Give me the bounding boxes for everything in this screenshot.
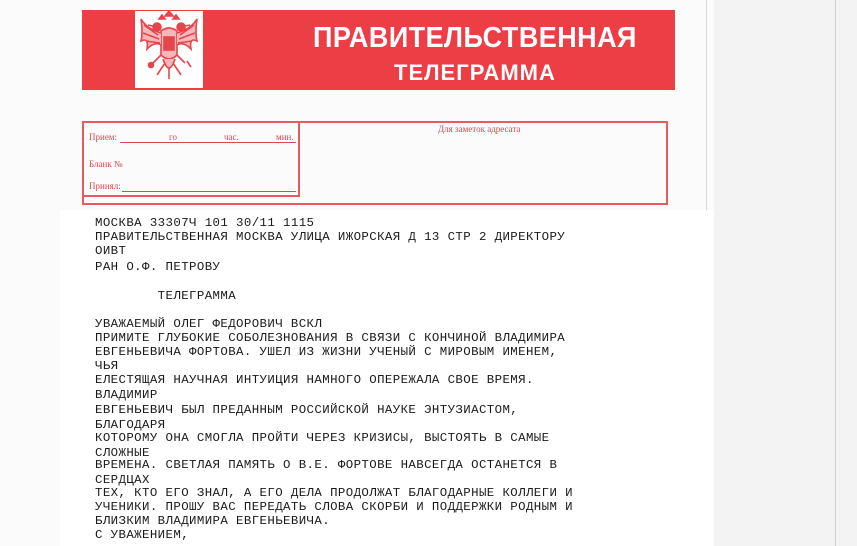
scan-edge-line: [835, 0, 836, 546]
russian-double-headed-eagle-icon: [135, 11, 203, 88]
telegram-line: ЧЬЯ: [95, 359, 119, 373]
telegram-line: СЛОЖНЫЕ: [95, 446, 150, 460]
telegram-line: С УВАЖЕНИЕМ,: [95, 528, 190, 542]
telegram-line: ПРАВИТЕЛЬСТВЕННАЯ МОСКВА УЛИЦА ИЖОРСКАЯ Д 13 СТР 2 ДИРЕКТОРУ: [95, 230, 566, 244]
telegram-line: КОТОРОМУ ОНА СМОГЛА ПРОЙТИ ЧЕРЕЗ КРИЗИСЫ, ВЫСТОЯТЬ В САМЫЕ: [95, 431, 550, 445]
telegram-line: ЕВГЕНЬЕВИЧ БЫЛ ПРЕДАННЫМ РОССИЙСКОЙ НАУКЕ ЭНТУЗИАСТОМ,: [95, 403, 519, 417]
telegram-line: БЛИЗКИМ ВЛАДИМИРА ЕВГЕНЬЕВИЧА.: [95, 514, 331, 528]
telegram-line: ОИВТ: [95, 244, 127, 258]
scan-edge-line: [706, 0, 707, 210]
telegram-line: ТЕЛЕГРАММА: [95, 289, 237, 303]
telegram-line: ПРИМИТЕ ГЛУБОКИЕ СОБОЛЕЗНОВАНИЯ В СВЯЗИ С КОНЧИНОЙ ВЛАДИМИРА: [95, 331, 566, 345]
reception-go-label: го: [169, 132, 177, 142]
telegram-line: ЕВГЕНЬЕВИЧА ФОРТОВА. УШЕЛ ИЗ ЖИЗНИ УЧЕНЫЙ С МИРОВЫМ ИМЕНЕМ,: [95, 345, 558, 359]
reception-underline: [120, 142, 296, 143]
telegram-line: ЕЛЕСТЯЩАЯ НАУЧНАЯ ИНТУИЦИЯ НАМНОГО ОПЕРЕЖАЛА СВОЕ ВРЕМЯ.: [95, 373, 534, 387]
telegram-line: УВАЖАЕМЫЙ ОЛЕГ ФЕДОРОВИЧ ВСКЛ: [95, 317, 323, 331]
telegram-line: ВРЕМЕНА. СВЕТЛАЯ ПАМЯТЬ О В.Е. ФОРТОВЕ НАВСЕГДА ОСТАНЕТСЯ В: [95, 458, 558, 472]
telegram-line: ТЕХ, КТО ЕГО ЗНАЛ, А ЕГО ДЕЛА ПРОДОЛЖАТ БЛАГОДАРНЫЕ КОЛЛЕГИ И: [95, 486, 573, 500]
reception-label: Прием:: [89, 132, 118, 142]
telegram-line: РАН О.Ф. ПЕТРОВУ: [95, 260, 221, 274]
telegram-line: ВЛАДИМИР: [95, 388, 158, 402]
banner-subtitle: ТЕЛЕГРАММА: [394, 60, 556, 85]
telegram-line: СЕРДЦАХ: [95, 473, 150, 487]
received-by-underline: [122, 191, 296, 192]
telegram-line: МОСКВА 33307Ч 101 30/11 1115: [95, 216, 315, 230]
banner-title: ПРАВИТЕЛЬСТВЕННАЯ: [313, 22, 637, 54]
telegram-line: УЧЕНИКИ. ПРОШУ ВАС ПЕРЕДАТЬ СЛОВА СКОРБИ И ПОДДЕРЖКИ РОДНЫМ И: [95, 500, 573, 514]
addressee-notes-label: Для заметок адресата: [438, 124, 521, 134]
received-by-label: Принял:: [89, 181, 121, 191]
blank-number-label: Бланк №: [89, 159, 123, 169]
telegram-line: БЛАГОДАРЯ: [95, 418, 166, 432]
reception-minute-label: мин.: [276, 132, 294, 142]
reception-hour-label: час.: [224, 132, 239, 142]
